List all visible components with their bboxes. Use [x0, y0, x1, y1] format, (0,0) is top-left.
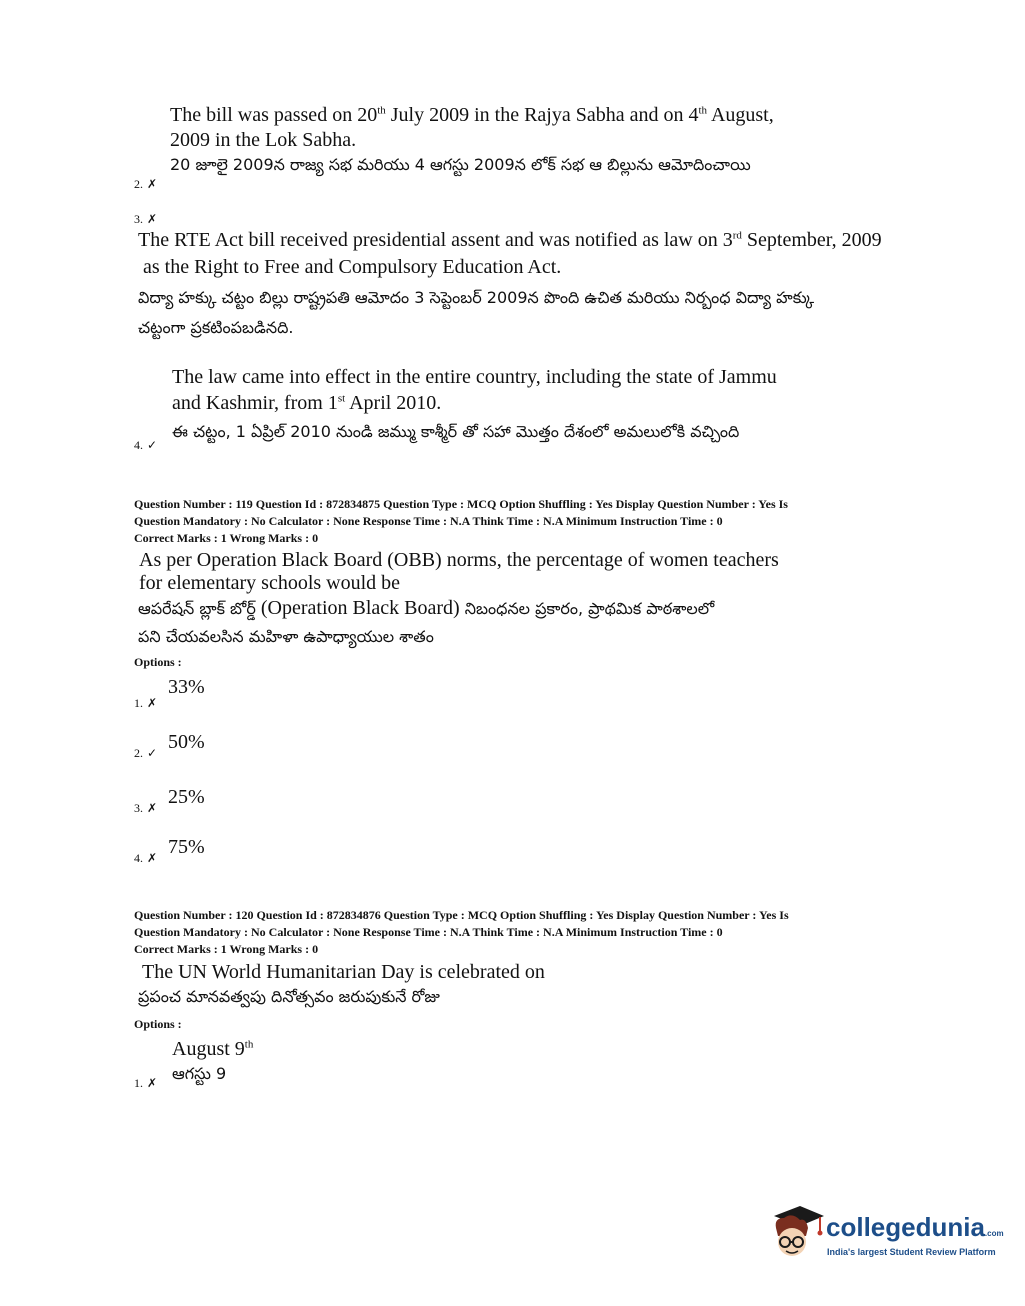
wrong-mark-icon: ✗: [147, 1076, 158, 1090]
question-text: The UN World Humanitarian Day is celebrated on: [142, 961, 545, 983]
option-text[interactable]: 25%: [168, 786, 205, 808]
wrong-mark-icon: ✗: [147, 212, 158, 226]
statement-text: The law came into effect in the entire country, including the state of Jammu: [172, 366, 777, 388]
question-meta: Question Number : 119 Question Id : 872834875 Question Type : MCQ Option Shuffling : Yes Display Question Number : Yes Is Question Mandatory : No Calculator : None Response Time : N.A Think Time : N.A Minimum Instruction Time : 0 Correct Marks : 1 Wrong Marks : 0: [134, 497, 788, 545]
telugu-statement: విద్యా హక్కు చట్టం బిల్లు రాష్ట్రపతి ఆమోదం 3 సెప్టెంబర్ 2009న పొంది ఉచిత మరియు నిర్బంధ విద్యా హక్కు: [138, 288, 815, 307]
option-number: 2. ✓: [134, 746, 158, 760]
statement-text: 2009 in the Lok Sabha.: [170, 129, 357, 151]
logo-tagline: India's largest Student Review Platform: [827, 1247, 996, 1257]
statement-text: and Kashmir, from 1st April 2010.: [172, 392, 442, 414]
wrong-mark-icon: ✗: [147, 177, 158, 191]
telugu-statement: ఈ చట్టం, 1 ఏప్రిల్ 2010 నుండి జమ్ము కాశ్మీర్ తో సహా మొత్తం దేశంలో అమలులోకి వచ్చింది: [172, 422, 740, 441]
wrong-mark-icon: ✗: [147, 851, 158, 865]
option-text[interactable]: 33%: [168, 676, 205, 698]
telugu-question: ఆపరేషన్ బ్లాక్ బోర్డ్ (Operation Black Board) నిబంధనల ప్రకారం, ప్రాథమిక పాఠశాలలో: [138, 597, 715, 619]
question-text: for elementary schools would be: [139, 572, 401, 594]
mascot-icon: [766, 1198, 826, 1268]
option-number: 2. ✗: [134, 177, 158, 191]
option-number: 3. ✗: [134, 801, 158, 815]
option-text[interactable]: 75%: [168, 836, 205, 858]
option-text[interactable]: 50%: [168, 731, 205, 753]
correct-mark-icon: ✓: [147, 438, 158, 452]
option-number: 1. ✗: [134, 1076, 158, 1090]
option-number: 4. ✗: [134, 851, 158, 865]
logo-wordmark: collegedunia.com: [826, 1212, 1004, 1242]
option-number: 3. ✗: [134, 212, 158, 226]
telugu-statement: చట్టంగా ప్రకటింపబడినది.: [138, 318, 294, 337]
question-meta: Question Number : 120 Question Id : 872834876 Question Type : MCQ Option Shuffling : Yes Display Question Number : Yes Is Question Mandatory : No Calculator : None Response Time : N.A Think Time : N.A Minimum Instruction Time : 0 Correct Marks : 1 Wrong Marks : 0: [134, 908, 789, 956]
wrong-mark-icon: ✗: [147, 801, 158, 815]
options-label: Options :: [134, 1017, 182, 1031]
statement-text: as the Right to Free and Compulsory Education Act.: [143, 256, 562, 278]
telugu-question: పని చేయవలసిన మహిళా ఉపాధ్యాయుల శాతం: [138, 627, 434, 646]
wrong-mark-icon: ✗: [147, 696, 158, 710]
telugu-question: ప్రపంచ మానవత్వపు దినోత్సవం జరుపుకునే రోజు: [138, 987, 440, 1006]
correct-mark-icon: ✓: [147, 746, 158, 760]
option-number: 1. ✗: [134, 696, 158, 710]
question-text: As per Operation Black Board (OBB) norms, the percentage of women teachers: [139, 549, 779, 571]
statement-text: The RTE Act bill received presidential assent and was notified as law on 3rd September, 2009: [138, 229, 882, 251]
option-number: 4. ✓: [134, 438, 158, 452]
telugu-statement: 20 జూలై 2009న రాజ్య సభ మరియు 4 ఆగస్టు 2009న లోక్ సభ ఆ బిల్లును ఆమోదించాయి: [170, 155, 751, 174]
statement-text: The bill was passed on 20th July 2009 in the Rajya Sabha and on 4th August,: [170, 104, 774, 126]
collegedunia-logo: [766, 1198, 1004, 1268]
option-telugu-text: ఆగస్టు 9: [172, 1064, 227, 1083]
option-text[interactable]: August 9th: [172, 1038, 254, 1060]
options-label: Options :: [134, 655, 182, 669]
